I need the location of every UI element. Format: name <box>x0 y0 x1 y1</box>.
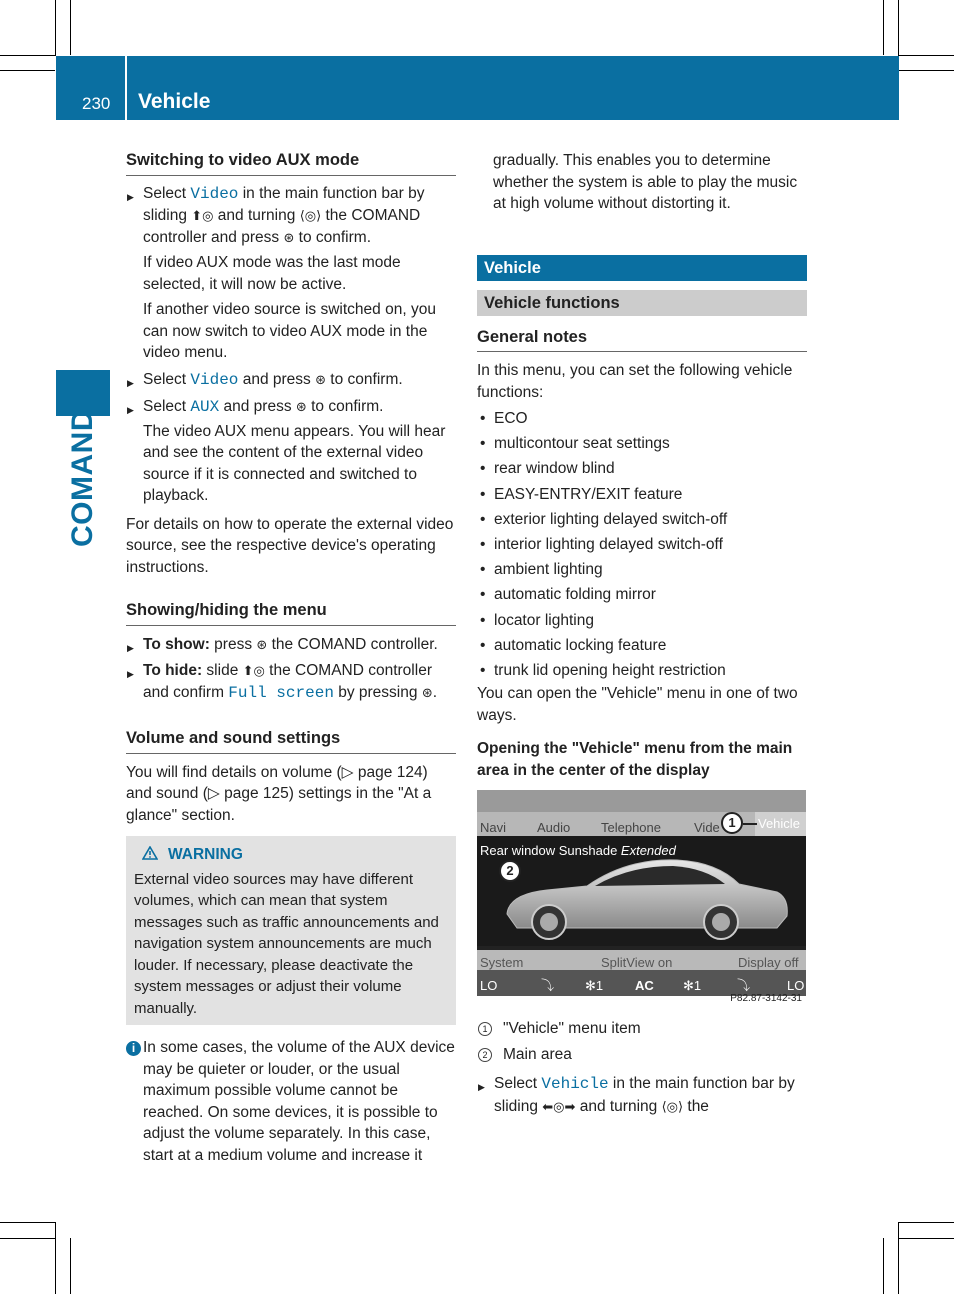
step-text: Select <box>143 398 191 415</box>
header-divider <box>125 56 127 120</box>
step-to-hide <box>126 660 456 704</box>
list-item: • automatic folding mirror <box>477 582 807 607</box>
legend-number: 2 <box>478 1048 492 1062</box>
crop-mark <box>70 0 71 55</box>
right-column <box>477 150 807 1117</box>
step-text: Select <box>494 1075 542 1093</box>
menu-item-vehicle: Vehicle <box>541 1075 609 1094</box>
continued-text: gradually. This enables you to determine whether the system is able to play the music at high volume without distorting it. <box>493 152 798 212</box>
info-text: In some cases, the volume of the AUX device may be quieter or louder, or the usual maximum possible volume cannot be reached. On some devices, it is possible to adjust the volume separately. In this case, start at a medium volume and increase it <box>143 1039 455 1164</box>
step-select-video-confirm <box>126 369 456 392</box>
step-text: the <box>683 1097 709 1115</box>
warning-title: WARNING <box>168 846 243 863</box>
step-text: in the main function bar by sliding <box>143 184 425 224</box>
climate-ac: AC <box>635 978 654 994</box>
step-label: To hide: <box>143 662 203 679</box>
general-outro: You can open the "Vehicle" menu in one of two ways. <box>477 685 798 724</box>
section-heading-menu: Showing/hiding the menu <box>126 600 456 626</box>
list-item: • EASY-ENTRY/EXIT feature <box>477 482 807 507</box>
crop-mark <box>898 0 899 55</box>
menu-item-video: Video <box>190 184 239 203</box>
menu-vehicle: Vehicle <box>755 812 806 836</box>
display-top-bar <box>477 790 806 812</box>
step-text: Select <box>143 184 191 202</box>
step-note: If video AUX mode was the last mode selected, it will now be active. <box>143 254 401 293</box>
step-text: and turning <box>575 1097 662 1115</box>
step-text: and press <box>238 370 316 388</box>
menu-telephone: Telephone <box>601 820 661 836</box>
side-tab-label: COMAND <box>66 409 99 547</box>
list-item: • ECO <box>477 406 807 431</box>
list-item: • ambient lighting <box>477 557 807 582</box>
step-note: The video AUX menu appears. You will hear and see the content of the external video source if it is connected and switched to playback. <box>143 422 446 504</box>
legend-text: Main area <box>503 1046 572 1064</box>
step-label: To show: <box>143 635 210 653</box>
press-controller-icon: ⊛ <box>315 371 326 387</box>
legend-number: 1 <box>478 1022 492 1036</box>
fan-right-icon: ✻1 <box>683 978 702 994</box>
press-controller-icon: ⊛ <box>421 684 433 700</box>
crop-mark <box>55 0 56 55</box>
car-image <box>477 836 806 946</box>
step-text: the COMAND controller and confirm <box>143 662 432 701</box>
crop-mark <box>70 1238 71 1294</box>
crop-mark <box>0 1238 56 1239</box>
climate-lo-right: LO <box>787 978 805 994</box>
crop-mark <box>883 0 884 55</box>
warning-triangle-icon <box>142 846 158 860</box>
display-off-item: Display off <box>738 955 799 971</box>
opening-heading: Opening the "Vehicle" menu from the main area in the center of the display <box>477 740 793 779</box>
splitview-item: SplitView on <box>601 955 673 971</box>
display-main-area <box>477 836 806 946</box>
warning-box <box>126 836 456 1025</box>
step-to-show <box>126 634 456 656</box>
section-bar-vehicle: Vehicle <box>477 255 807 281</box>
step-note: If another video source is switched on, you can now switch to video AUX mode in the video menu. <box>143 301 436 361</box>
main-area-title-text: Rear window Sunshade <box>480 843 621 859</box>
section-heading-general-notes: General notes <box>477 327 807 353</box>
step-text: and turning <box>213 207 300 224</box>
warning-header <box>134 844 448 866</box>
turn-controller-icon: ⟨◎⟩ <box>299 208 322 223</box>
turn-controller-icon: ⟨◎⟩ <box>661 1098 684 1114</box>
step-text: to confirm. <box>294 228 372 246</box>
step-text: by pressing <box>333 683 422 701</box>
step-select-vehicle <box>477 1073 807 1117</box>
system-item: System <box>480 955 524 971</box>
fan-left-icon: ✻1 <box>585 978 604 994</box>
info-icon: i <box>126 1041 141 1056</box>
page-header <box>56 56 899 120</box>
menu-navi: Navi <box>480 820 507 836</box>
airflow-left-icon: ⤵ <box>541 978 555 994</box>
list-item: • trunk lid opening height restriction <box>477 658 807 683</box>
step-select-aux <box>126 396 456 419</box>
crop-mark <box>55 1222 56 1294</box>
slide-left-right-controller-icon: ⬅◎➡ <box>542 1098 576 1114</box>
info-note <box>126 1037 456 1166</box>
step-text: and press <box>219 398 296 415</box>
vehicle-functions-list <box>477 406 807 683</box>
paragraph-volume: You will find details on volume (▷ page 124) and sound (▷ page 125) settings in the "At a glance" section. <box>126 763 432 824</box>
page-title: Vehicle <box>138 90 211 113</box>
press-controller-icon: ⊛ <box>283 229 295 245</box>
section-heading-switching: Switching to video AUX mode <box>126 150 456 176</box>
step-select-video <box>126 183 456 249</box>
left-column <box>126 150 456 1166</box>
list-item: • locator lighting <box>477 608 807 633</box>
list-item: • automatic locking feature <box>477 633 807 658</box>
list-item: • multicontour seat settings <box>477 431 807 456</box>
section-heading-volume: Volume and sound settings <box>126 728 456 754</box>
crop-mark <box>898 55 954 56</box>
paragraph-details: For details on how to operate the external video source, see the respective device's operating instructions. <box>126 515 454 576</box>
slide-up-controller-icon: ⬆◎ <box>242 663 265 678</box>
step-text: Select <box>143 370 191 388</box>
step-text: press <box>209 635 257 653</box>
menu-item-full-screen: Full screen <box>228 683 334 702</box>
display-menu-bar <box>477 812 806 836</box>
general-intro: In this menu, you can set the following vehicle functions: <box>477 362 793 401</box>
step-text: slide <box>202 662 243 679</box>
crop-mark <box>0 55 56 56</box>
crop-mark <box>0 70 55 71</box>
crop-mark <box>898 1238 954 1239</box>
figure-code: P82.87-3142-31 <box>730 992 802 1004</box>
airflow-right-icon: ⤵ <box>737 978 751 994</box>
legend-item <box>477 1016 807 1042</box>
list-item: • exterior lighting delayed switch-off <box>477 507 807 532</box>
list-item: • interior lighting delayed switch-off <box>477 532 807 557</box>
page-number: 230 <box>82 94 111 113</box>
crop-mark <box>899 70 954 71</box>
step-text: the COMAND controller. <box>267 635 438 653</box>
main-area-title-value: Extended <box>620 843 676 859</box>
step-text: in the main function bar by sliding <box>494 1075 795 1115</box>
menu-item-video: Video <box>190 370 239 389</box>
step-text: to confirm. <box>306 398 384 415</box>
menu-item-aux: AUX <box>190 398 220 416</box>
step-text: the COMAND controller and press <box>143 207 421 246</box>
section-bar-vehicle-functions: Vehicle functions <box>477 290 807 316</box>
callout-1: 1 <box>721 812 743 834</box>
press-controller-icon: ⊛ <box>256 636 268 652</box>
callout-1-line <box>743 823 757 825</box>
menu-video: Vide <box>694 820 720 836</box>
comand-display-screenshot <box>477 790 806 1010</box>
crop-mark <box>0 1222 55 1223</box>
legend-item <box>477 1042 807 1068</box>
step-text: to confirm. <box>326 370 403 388</box>
menu-audio: Audio <box>537 820 571 836</box>
legend-text: "Vehicle" menu item <box>503 1020 641 1038</box>
crop-mark <box>898 1222 899 1294</box>
press-controller-icon: ⊛ <box>295 399 307 414</box>
step-text: . <box>432 683 438 701</box>
crop-mark <box>883 1238 884 1294</box>
list-item: • rear window blind <box>477 456 807 481</box>
figure-legend <box>477 1016 807 1068</box>
callout-2: 2 <box>499 860 521 882</box>
slide-up-controller-icon: ⬆◎ <box>191 208 214 223</box>
warning-text: External video sources may have different volumes, which can mean that system messages such as traffic announcements and navigation system announcements are much louder. If necessary, please deactivate the system messages or adjust their volume manually. <box>134 870 439 1017</box>
climate-lo-left: LO <box>480 978 498 994</box>
crop-mark <box>899 1222 954 1223</box>
display-system-bar <box>477 950 806 970</box>
